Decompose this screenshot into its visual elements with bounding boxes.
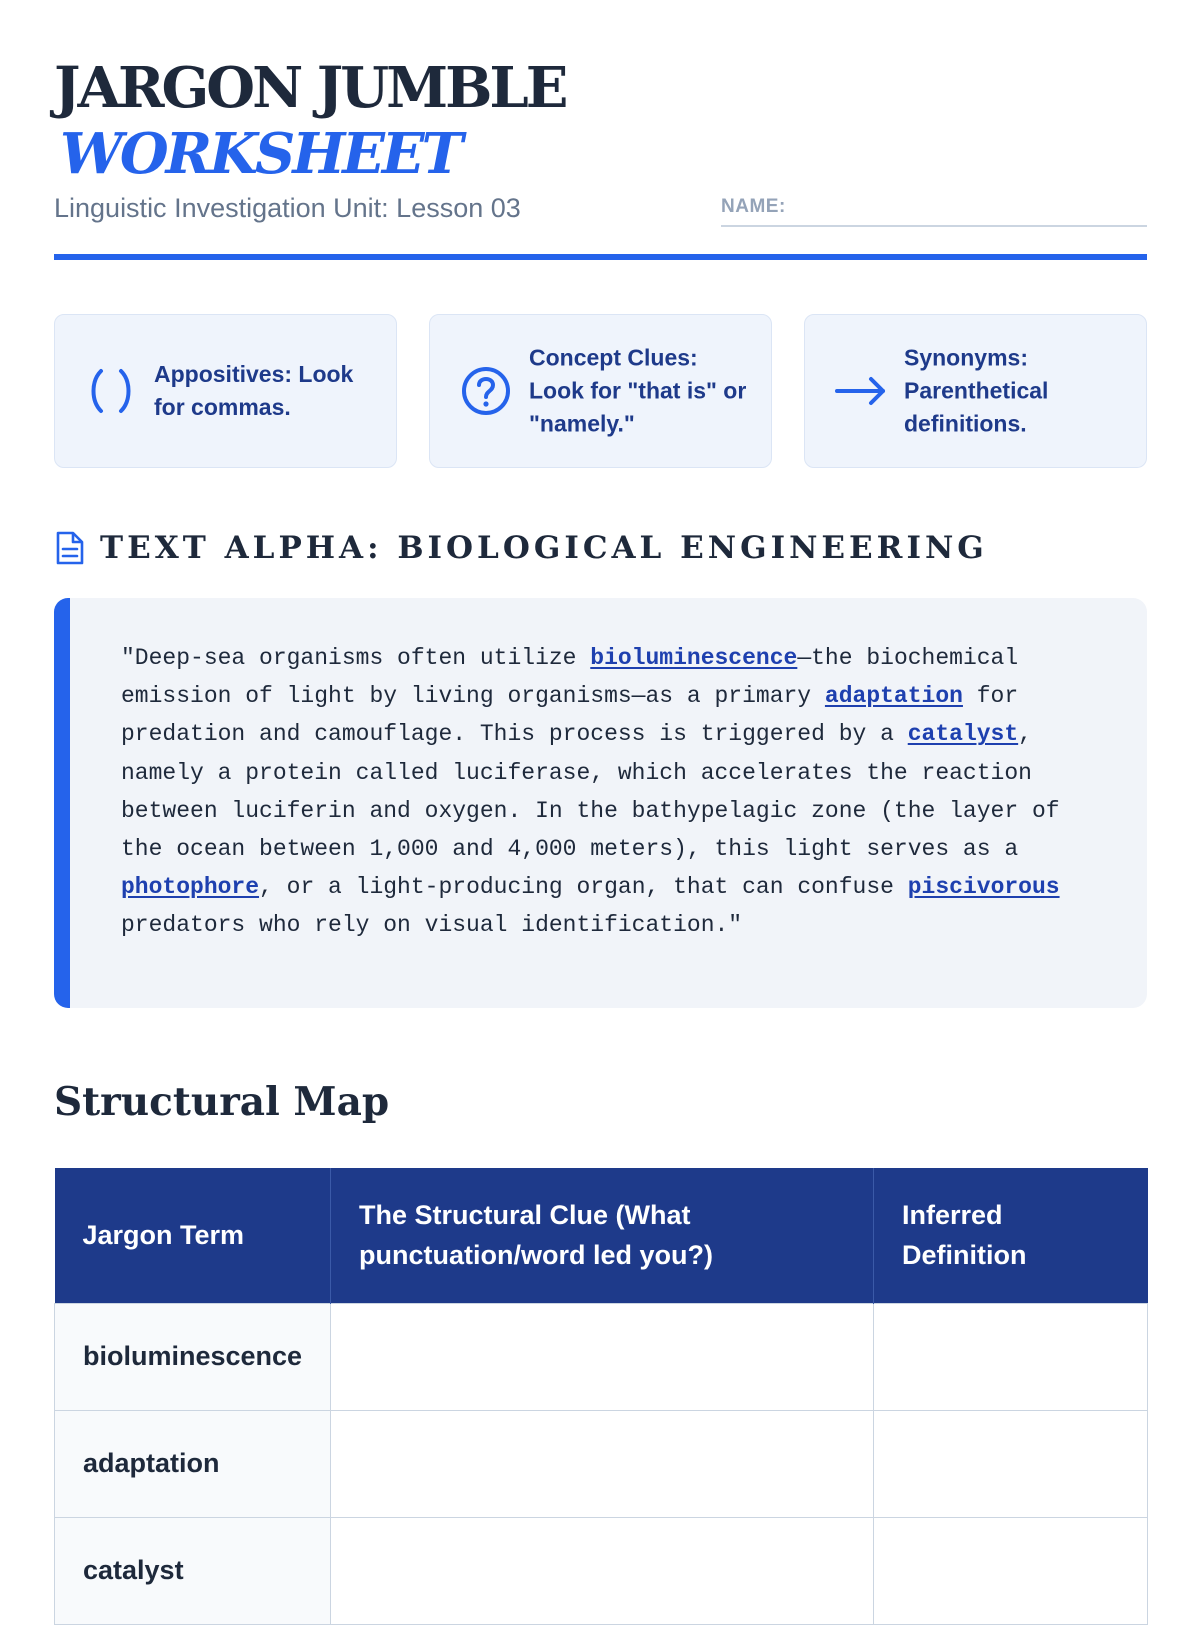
term-photophore[interactable]: photophore [121, 874, 260, 901]
term-piscivorous[interactable]: piscivorous [907, 874, 1060, 901]
passage-text [121, 639, 1097, 945]
term-cell: bioluminescence [55, 1303, 331, 1410]
header-divider [54, 254, 1147, 260]
worksheet-header [54, 0, 1147, 262]
definition-input-cell[interactable] [874, 1410, 1148, 1517]
column-header-definition: Inferred Definition [874, 1168, 1148, 1303]
clue-input-cell[interactable] [331, 1410, 874, 1517]
document-icon [54, 530, 86, 566]
table-row [55, 1303, 1148, 1410]
name-label: NAME: [721, 196, 786, 217]
passage-segment: predators who rely on visual identification." [121, 912, 743, 939]
clue-input-cell[interactable] [331, 1303, 874, 1410]
term-catalyst[interactable]: catalyst [907, 721, 1019, 748]
passage-block [54, 598, 1147, 1008]
definition-input-cell[interactable] [874, 1517, 1148, 1624]
term-cell: catalyst [55, 1517, 331, 1624]
hint-card-concept-clues [429, 314, 772, 468]
term-bioluminescence[interactable]: bioluminescence [590, 645, 798, 671]
passage-segment: for predation and camouflage. This process is triggered by a [121, 683, 1019, 748]
question-circle-icon [460, 365, 512, 417]
hint-cards [54, 314, 1147, 471]
term-cell: adaptation [55, 1410, 331, 1517]
hint-text: Concept Clues: Look for "that is" or "namely." [529, 344, 747, 437]
worksheet-page [54, 0, 1147, 1585]
clue-input-cell[interactable] [331, 1517, 874, 1624]
definition-input-cell[interactable] [874, 1303, 1148, 1410]
page-title: JARGON JUMBLE [54, 55, 566, 121]
column-header-clue: The Structural Clue (What punctuation/word led you?) [331, 1168, 874, 1303]
name-field[interactable] [721, 193, 1147, 227]
section-title: TEXT ALPHA: BIOLOGICAL ENGINEERING [100, 530, 988, 566]
structural-map-table [54, 1168, 1148, 1625]
hint-text: Synonyms: Parenthetical definitions. [904, 344, 1049, 437]
hint-text: Appositives: Look for commas. [154, 361, 354, 420]
column-header-term: Jargon Term [55, 1168, 331, 1303]
passage-segment: —the biochemical emission of light by living organisms—as a primary [121, 645, 1019, 710]
passage-segment: "Deep-sea organisms often utilize [121, 645, 591, 671]
table-row [55, 1410, 1148, 1517]
parentheses-icon [85, 365, 137, 417]
hint-card-synonyms [804, 314, 1147, 468]
table-row [55, 1517, 1148, 1624]
table-header-row [55, 1168, 1148, 1303]
arrow-right-icon [835, 365, 887, 417]
page-title-accent: WORKSHEET [60, 121, 461, 187]
hint-card-appositives [54, 314, 397, 468]
page-subtitle: Linguistic Investigation Unit: Lesson 03 [54, 193, 521, 223]
structural-map-heading: Structural Map [54, 1079, 390, 1125]
term-adaptation[interactable]: adaptation [824, 683, 963, 710]
passage-segment: , namely a protein called luciferase, which accelerates the reaction between luciferin and oxygen. In the bathypelagic zone (the layer of the ocean between 1,000 and 4,000 meters), this light serves as a [121, 721, 1060, 863]
passage-segment: , or a light-producing organ, that can confuse [259, 874, 908, 901]
